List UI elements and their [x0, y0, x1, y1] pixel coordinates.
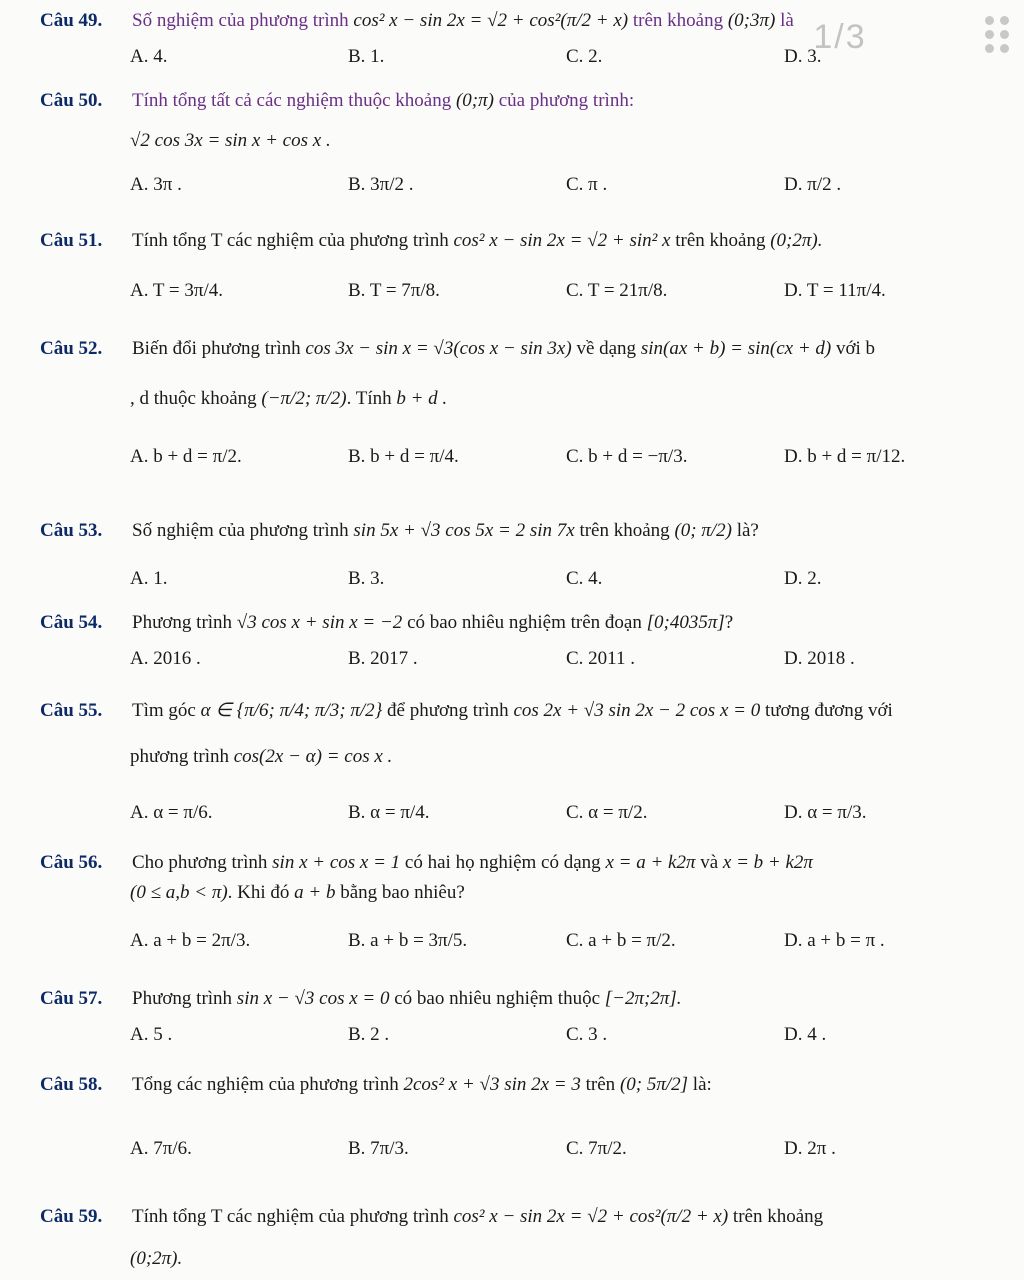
option-a[interactable]: A. 3π . [130, 174, 182, 195]
option-b[interactable]: B. 2 . [348, 1024, 390, 1045]
option-c[interactable]: C. b + d = −π/3. [566, 446, 688, 467]
option-d[interactable]: D. 2π . [784, 1138, 836, 1159]
question-text: Cho phương trình [132, 852, 268, 873]
interval: [−2π;2π]. [604, 988, 682, 1009]
question-59 [40, 1204, 1004, 1272]
question-55 [40, 698, 1004, 826]
option-a[interactable]: A. b + d = π/2. [130, 446, 242, 467]
option-a[interactable]: A. a + b = 2π/3. [130, 930, 251, 951]
option-b[interactable]: B. 3π/2 . [348, 174, 414, 195]
option-c[interactable]: C. 4. [566, 568, 603, 589]
option-b[interactable]: B. 3. [348, 568, 385, 589]
question-number: Câu 57. [40, 988, 103, 1009]
angle-set: α ∈ {π/6; π/4; π/3; π/2} [200, 700, 383, 721]
question-text: với b [835, 338, 876, 359]
question-text: Số nghiệm của phương trình [132, 10, 349, 31]
option-c[interactable]: C. 2. [566, 46, 603, 67]
question-number: Câu 49. [40, 10, 103, 31]
question-58 [40, 1072, 1004, 1162]
interval: (0; π/2) [674, 520, 732, 541]
question-number: Câu 55. [40, 700, 103, 721]
equation: cos(2x − α) = cos x . [233, 746, 393, 767]
question-text: của phương trình: [498, 90, 635, 111]
equation: cos 3x − sin x = √3(cos x − sin 3x) [305, 338, 572, 359]
question-number: Câu 52. [40, 338, 103, 359]
interval: (0; 5π/2] [619, 1074, 689, 1095]
expression: b + d . [396, 388, 448, 409]
option-b[interactable]: B. 2017 . [348, 648, 418, 669]
option-a[interactable]: A. T = 3π/4. [130, 280, 223, 301]
interval: (0;2π). [770, 230, 823, 251]
option-d[interactable]: D. α = π/3. [784, 802, 867, 823]
option-d[interactable]: D. π/2 . [784, 174, 842, 195]
question-text: . Khi đó [227, 882, 290, 903]
question-text: tương đương với [764, 700, 893, 721]
question-text: Số nghiệm của phương trình [132, 520, 349, 541]
question-text: . Tính [346, 388, 392, 409]
question-52 [40, 336, 1004, 470]
option-d[interactable]: D. a + b = π . [784, 930, 885, 951]
option-c[interactable]: C. T = 21π/8. [566, 280, 668, 301]
option-c[interactable]: C. 3 . [566, 1024, 608, 1045]
equation: √3 cos x + sin x = −2 [236, 612, 403, 633]
option-c[interactable]: C. a + b = π/2. [566, 930, 676, 951]
equation: sin x + cos x = 1 [272, 852, 401, 873]
question-53 [40, 518, 1004, 592]
condition: (0 ≤ a,b < π) [130, 882, 228, 903]
target-form: sin(ax + b) = sin(cx + d) [640, 338, 832, 359]
question-text: Tính tổng T các nghiệm của phương trình [132, 1206, 449, 1227]
expression: a + b [294, 882, 336, 903]
option-d[interactable]: D. T = 11π/4. [784, 280, 886, 301]
question-text: Tính tổng tất cả các nghiệm thuộc khoảng [132, 90, 452, 111]
interval: (−π/2; π/2) [261, 388, 347, 409]
equation: √2 cos 3x = sin x + cos x . [130, 130, 331, 151]
option-c[interactable]: C. 2011 . [566, 648, 635, 669]
equation: cos 2x + √3 sin 2x − 2 cos x = 0 [513, 700, 761, 721]
option-d[interactable]: D. 2. [784, 568, 822, 589]
question-text: là [780, 10, 794, 31]
question-50 [40, 88, 1004, 198]
page-indicator: 1/3 [813, 18, 867, 56]
question-text: ? [724, 612, 734, 633]
question-49 [40, 8, 1004, 70]
solution-family-b: x = b + k2π [722, 852, 813, 873]
question-number: Câu 51. [40, 230, 103, 251]
interval: (0;π) [455, 90, 494, 111]
question-text: Phương trình [132, 612, 233, 633]
question-number: Câu 53. [40, 520, 103, 541]
option-b[interactable]: B. b + d = π/4. [348, 446, 459, 467]
question-51 [40, 228, 1004, 304]
question-text: trên khoảng [732, 1206, 824, 1227]
question-number: Câu 50. [40, 90, 103, 111]
option-b[interactable]: B. a + b = 3π/5. [348, 930, 468, 951]
option-c[interactable]: C. 7π/2. [566, 1138, 627, 1159]
equation: sin x − √3 cos x = 0 [236, 988, 390, 1009]
option-d[interactable]: D. 2018 . [784, 648, 855, 669]
option-a[interactable]: A. 5 . [130, 1024, 173, 1045]
option-c[interactable]: C. α = π/2. [566, 802, 648, 823]
option-d[interactable]: D. 3. [784, 46, 822, 67]
question-text: trên [585, 1074, 616, 1095]
equation: 2cos² x + √3 sin 2x = 3 [403, 1074, 581, 1095]
question-54 [40, 610, 1004, 672]
interval: (0;2π). [130, 1248, 183, 1269]
interval: (0;3π) [727, 10, 776, 31]
question-text: Tìm góc [132, 700, 196, 721]
question-text: Tính tổng T các nghiệm của phương trình [132, 230, 449, 251]
option-a[interactable]: A. 4. [130, 46, 168, 67]
question-text: để phương trình [387, 700, 509, 721]
question-text: và [700, 852, 719, 873]
question-text: có hai họ nghiệm có dạng [404, 852, 601, 873]
question-57 [40, 986, 1004, 1048]
question-text: Tổng các nghiệm của phương trình [132, 1074, 399, 1095]
interval: [0;4035π] [646, 612, 725, 633]
question-text: phương trình [130, 746, 229, 767]
question-text: trên khoảng [632, 10, 724, 31]
question-number: Câu 59. [40, 1206, 103, 1227]
question-text: là: [692, 1074, 712, 1095]
question-text: trên khoảng [579, 520, 670, 541]
question-number: Câu 58. [40, 1074, 103, 1095]
option-a[interactable]: A. 7π/6. [130, 1138, 192, 1159]
question-text: bằng bao nhiêu? [340, 882, 465, 903]
question-number: Câu 56. [40, 852, 103, 873]
option-d[interactable]: D. 4 . [784, 1024, 827, 1045]
option-b[interactable]: B. T = 7π/8. [348, 280, 440, 301]
solution-family-a: x = a + k2π [605, 852, 696, 873]
option-a[interactable]: A. α = π/6. [130, 802, 213, 823]
option-a[interactable]: A. 1. [130, 568, 168, 589]
option-b[interactable]: B. 1. [348, 46, 385, 67]
question-text: có bao nhiêu nghiệm trên đoạn [407, 612, 642, 633]
equation: cos² x − sin 2x = √2 + cos²(π/2 + x) [353, 10, 629, 31]
question-text: về dạng [576, 338, 637, 359]
option-b[interactable]: B. α = π/4. [348, 802, 430, 823]
option-d[interactable]: D. b + d = π/12. [784, 446, 906, 467]
equation: cos² x − sin 2x = √2 + cos²(π/2 + x) [453, 1206, 729, 1227]
option-c[interactable]: C. π . [566, 174, 608, 195]
option-b[interactable]: B. 7π/3. [348, 1138, 409, 1159]
question-text: , d thuộc khoảng [130, 388, 257, 409]
equation: cos² x − sin 2x = √2 + sin² x [453, 230, 671, 251]
option-a[interactable]: A. 2016 . [130, 648, 201, 669]
question-text: là? [736, 520, 759, 541]
question-text: Phương trình [132, 988, 233, 1009]
question-text: có bao nhiêu nghiệm thuộc [394, 988, 601, 1009]
question-number: Câu 54. [40, 612, 103, 633]
equation: sin 5x + √3 cos 5x = 2 sin 7x [353, 520, 575, 541]
question-56 [40, 850, 1004, 954]
question-text: Biến đổi phương trình [132, 338, 301, 359]
question-text: trên khoảng [675, 230, 766, 251]
